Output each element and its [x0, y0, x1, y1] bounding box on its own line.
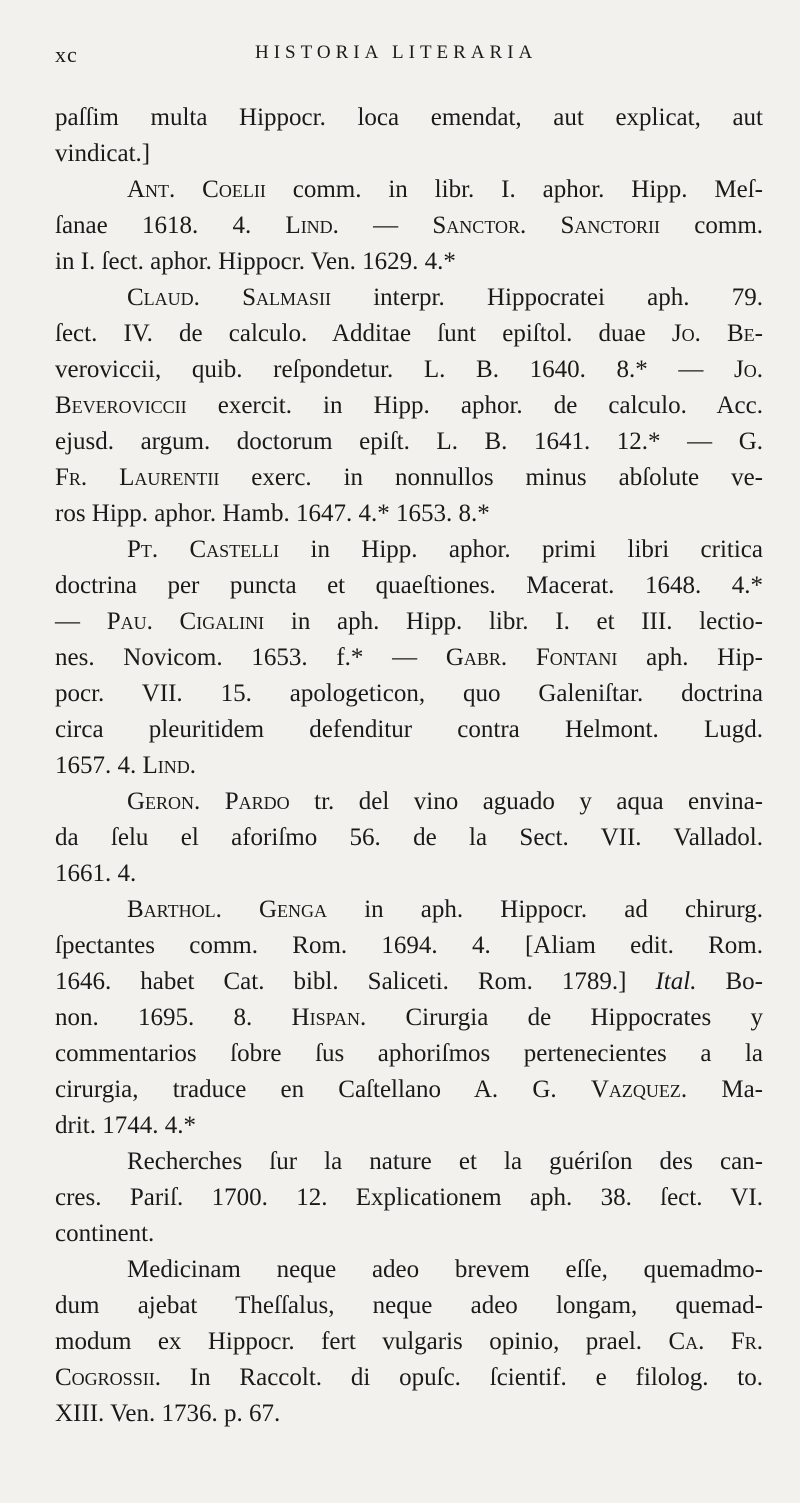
text-line	[55, 280, 763, 316]
author-name: Barthol. Genga	[127, 896, 328, 923]
text-segment: da ſelu el aforiſmo 56. de la Sect. VII. Valladol.	[55, 824, 763, 851]
text-segment: in Hipp. aphor. primi libri critica	[279, 536, 763, 563]
text-line	[55, 1252, 763, 1288]
text-segment: veroviccii, quib. reſpondetur. L. B. 1640. 8.* —	[55, 356, 735, 383]
text-block	[55, 100, 763, 1432]
text-line	[55, 496, 763, 532]
author-name: Geron. Pardo	[127, 788, 290, 815]
text-segment: modum ex Hippocr. fert vulgaris opinio, prael.	[55, 1328, 669, 1355]
text-segment: exercit. in Hipp. aphor. de calculo. Acc.	[186, 392, 763, 419]
text-line	[55, 1036, 763, 1072]
text-line	[55, 1396, 763, 1432]
text-line	[55, 1144, 763, 1180]
text-segment: ejusd. argum. doctorum epiſt. L. B. 1641. 12.* —	[55, 428, 739, 455]
text-line	[55, 568, 763, 604]
text-line	[55, 748, 763, 784]
text-line	[55, 1000, 763, 1036]
text-segment: Cirurgia de Hippocrates y	[366, 1004, 764, 1031]
text-segment: paſſim multa Hippocr. loca emendat, aut explicat, aut	[55, 104, 763, 131]
text-segment: In Raccolt. di opuſc. ſcientif. e filolog. to.	[160, 1364, 763, 1391]
author-name: Pau. Cigalini	[106, 608, 265, 635]
text-segment: ſanae 1618. 4.	[55, 212, 286, 239]
text-line	[55, 208, 763, 244]
text-segment: Recherches ſur la nature et la guériſon des can-	[127, 1148, 763, 1175]
text-segment: circa pleuritidem defenditur contra Helmont. Lugd.	[55, 716, 763, 743]
text-line	[55, 856, 763, 892]
text-line	[55, 1216, 763, 1252]
text-line	[55, 424, 763, 460]
text-segment: vindicat.]	[55, 140, 151, 167]
text-line	[55, 820, 763, 856]
text-segment: in aph. Hippocr. ad chirurg.	[327, 896, 763, 923]
text-line	[55, 172, 763, 208]
text-segment: ſect. IV. de calculo. Additae ſunt epiſtol. duae	[55, 320, 672, 347]
text-segment: drit. 1744. 4.*	[55, 1112, 196, 1139]
text-segment: exerc. in nonnullos minus abſolute ve-	[219, 464, 763, 491]
author-name: Sanctor. Sanctorii	[432, 212, 661, 239]
text-line	[55, 1180, 763, 1216]
text-line	[55, 1288, 763, 1324]
text-line	[55, 784, 763, 820]
author-name: Beverovicciі	[55, 392, 187, 419]
author-name: Pt. Castelli	[127, 536, 280, 563]
author-name: Lind.	[285, 212, 339, 239]
author-name: Jo. Be-	[671, 320, 763, 347]
text-segment: dum ajebat Theſſalus, neque adeo longam, quemad-	[55, 1292, 763, 1319]
text-segment: ſpectantes comm. Rom. 1694. 4. [Aliam edit. Rom.	[55, 932, 763, 959]
text-segment: —	[338, 212, 433, 239]
italic-text: Ital.	[655, 968, 697, 995]
text-line	[55, 136, 763, 172]
text-segment: doctrina per puncta et quaeſtiones. Macerat. 1648. 4.*	[55, 572, 763, 599]
text-line	[55, 640, 763, 676]
author-name: Jo.	[734, 356, 763, 383]
text-segment: tr. del vino aguado y aqua envina-	[289, 788, 763, 815]
text-line	[55, 352, 763, 388]
text-segment: Medicinam neque adeo brevem eſſe, quemadmo-	[127, 1256, 763, 1283]
text-line	[55, 964, 763, 1000]
author-name: Ca. Fr.	[668, 1328, 763, 1355]
author-name: Hispan.	[291, 1004, 367, 1031]
text-segment: cirurgia, traduce en Caſtellano A. G.	[55, 1076, 591, 1103]
text-line	[55, 1072, 763, 1108]
text-segment: aph. Hip-	[617, 644, 763, 671]
author-name: G.	[738, 428, 763, 455]
text-line	[55, 460, 763, 496]
text-line	[55, 892, 763, 928]
page-number: xc	[55, 42, 78, 67]
text-segment: comm. in libr. I. aphor. Hipp. Meſ-	[265, 176, 764, 203]
author-name: Vazquez.	[590, 1076, 688, 1103]
text-segment: in I. ſect. aphor. Hippocr. Ven. 1629. 4.*	[55, 248, 456, 275]
text-segment: cres. Pariſ. 1700. 12. Explicationem aph. 38. ſect. VI.	[55, 1184, 763, 1211]
text-segment: nes. Novicom. 1653. f.* —	[55, 644, 446, 671]
text-line	[55, 676, 763, 712]
text-line	[55, 1360, 763, 1396]
running-title: HISTORIA LITERARIA	[255, 42, 538, 63]
text-line	[55, 388, 763, 424]
text-line	[55, 100, 763, 136]
text-line	[55, 532, 763, 568]
text-segment: 1657. 4.	[55, 752, 143, 779]
author-name: Gabr. Fontani	[445, 644, 618, 671]
text-segment: pocr. VII. 15. apologeticon, quo Galeniſtar. doctrina	[55, 680, 763, 707]
text-segment: in aph. Hipp. libr. I. et III. lectio-	[264, 608, 764, 635]
running-head	[55, 42, 755, 82]
text-segment: 1661. 4.	[55, 860, 137, 887]
text-segment: XIII. Ven. 1736. p. 67.	[55, 1400, 281, 1427]
text-segment: Bo-	[696, 968, 763, 995]
text-line	[55, 244, 763, 280]
text-segment: comm.	[660, 212, 764, 239]
text-segment: —	[55, 608, 107, 635]
text-line	[55, 1108, 763, 1144]
text-segment: interpr. Hippocratei aph. 79.	[331, 284, 763, 311]
text-segment: Ma-	[687, 1076, 763, 1103]
author-name: Cogrossii.	[55, 1364, 161, 1391]
text-segment: commentarios ſobre ſus aphoriſmos pertenecientes a la	[55, 1040, 763, 1067]
text-segment: continent.	[55, 1220, 155, 1247]
text-line	[55, 316, 763, 352]
author-name: Claud. Salmasii	[127, 284, 332, 311]
text-segment: 1646. habet Cat. bibl. Saliceti. Rom. 1789.]	[55, 968, 656, 995]
text-segment: non. 1695. 8.	[55, 1004, 292, 1031]
text-line	[55, 928, 763, 964]
text-segment: ros Hipp. aphor. Hamb. 1647. 4.* 1653. 8.*	[55, 500, 490, 527]
text-line	[55, 1324, 763, 1360]
author-name: Fr. Laurentii	[55, 464, 220, 491]
author-name: Ant. Coelii	[127, 176, 266, 203]
text-line	[55, 712, 763, 748]
text-line	[55, 604, 763, 640]
author-name: Lind.	[142, 752, 197, 779]
